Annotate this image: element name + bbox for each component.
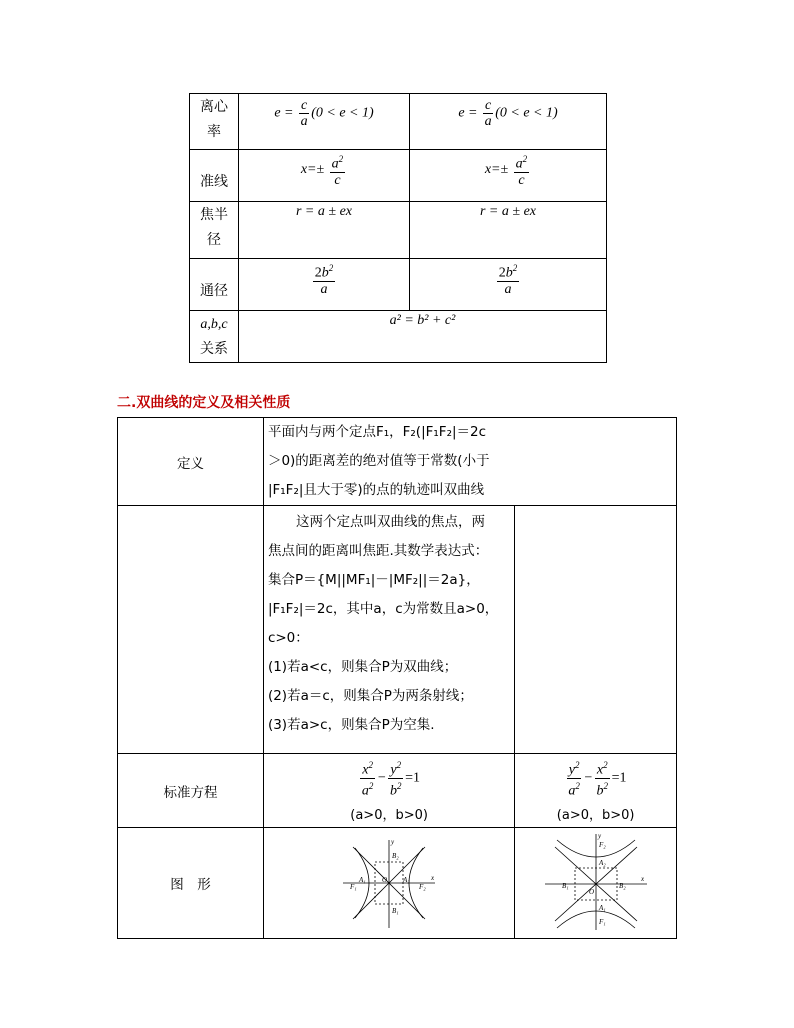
ellipse-eccentricity-2: e = $\frac{c}{a}$ (0 < e < 1) [410,94,607,150]
condition-2: (a>0，b>0) [556,808,635,824]
graph-vertical [515,828,677,939]
abc-relation: a² = b² + c² [239,311,607,363]
definition-text [263,418,676,506]
equation-vertical: $\frac{y^2}{a^2}$ − $\frac{x^2}{b^2}$ =1 (a>0，b>0) [515,754,677,828]
label-eccentricity: 离心 率 [190,94,239,150]
svg-text:y: y [391,838,395,846]
hyperbola-vertical-graph [541,830,651,934]
svg-text:B₁: B₁ [561,882,569,890]
directrix-2: x=± $\frac{a^2}{c}$ [410,150,607,202]
focal-radius-2: r = a ± ex [410,202,607,259]
label-definition: 定义 [118,418,264,506]
svg-text:F₂: F₂ [598,841,606,849]
body-line-3: 集合P＝{M||MF₁|－|MF₂||＝2a}， [267,572,480,588]
directrix-1: x=± $\frac{a^2}{c}$ [239,150,410,202]
body-line-8: (3)若a>c，则集合P为空集. [267,717,435,733]
svg-text:A₁: A₁ [598,904,606,912]
hyperbola-horizontal-graph [339,834,439,932]
label-standard-equation: 标准方程 [118,754,264,828]
svg-text:O: O [588,888,594,896]
svg-text:A₂: A₂ [403,876,410,884]
label-latus-rectum: 通径 [190,259,239,311]
svg-text:O: O [382,876,388,884]
latus-rectum-1: $\frac{2b^2}{a}$ [239,259,410,311]
body-line-2: 焦点间的距离叫焦距.其数学表达式： [267,543,489,559]
ellipse-eccentricity: e = $\frac{c}{a}$ (0 < e < 1) [239,94,410,150]
label-abc: a,b,c 关系 [190,311,239,363]
row-focal-radius [190,202,607,259]
section-heading: 二.双曲线的定义及相关性质 [117,395,291,411]
svg-text:B₂: B₂ [392,852,399,860]
latus-rectum-2: $\frac{2b^2}{a}$ [410,259,607,311]
svg-text:A₁: A₁ [359,876,366,884]
svg-text:x: x [640,875,644,883]
svg-text:B₁: B₁ [392,907,399,915]
row-definition [118,418,677,506]
svg-text:y: y [597,832,601,840]
row-directrix [190,150,607,202]
row-standard-equation [118,754,677,828]
row-graph [118,828,677,939]
focal-radius-1: r = a ± ex [239,202,410,259]
body-line-4: |F₁F₂|＝2c，其中a，c为常数且a>0， [267,601,499,617]
svg-text:F₁: F₁ [598,918,606,926]
svg-text:A₂: A₂ [598,859,606,867]
svg-text:F₁: F₁ [350,883,357,891]
svg-text:x: x [431,874,435,882]
empty-cell-right [515,506,677,754]
body-line-1: 这两个定点叫双曲线的焦点，两 [295,514,485,530]
definition-line-1: 平面内与两个定点F₁，F₂(|F₁F₂|＝2c [267,424,487,440]
graph-horizontal [263,828,514,939]
body-line-6: (1)若a<c，则集合P为双曲线； [267,659,458,675]
explanation-text [263,506,514,754]
row-explanation [118,506,677,754]
label-focal-radius: 焦半 径 [190,202,239,259]
definition-line-2: ＞0)的距离差的绝对值等于常数(小于 [267,453,490,469]
body-line-5: c>0： [267,630,309,646]
definition-line-3: |F₁F₂|且大于零)的点的轨迹叫双曲线 [267,482,485,498]
body-line-7: (2)若a＝c，则集合P为两条射线； [267,688,473,704]
label-directrix: 准线 [190,150,239,202]
properties-table-continued [189,93,607,363]
row-eccentricity [190,94,607,150]
equation-horizontal: $\frac{x^2}{a^2}$ − $\frac{y^2}{b^2}$ =1 (a>0，b>0) [263,754,514,828]
row-latus-rectum [190,259,607,311]
svg-text:F₂: F₂ [419,883,426,891]
label-graph: 图 形 [118,828,264,939]
condition-1: (a>0，b>0) [350,808,428,824]
row-abc-relation [190,311,607,363]
svg-text:B₂: B₂ [618,882,626,890]
empty-cell-left [118,506,264,754]
hyperbola-properties-table [117,417,677,939]
